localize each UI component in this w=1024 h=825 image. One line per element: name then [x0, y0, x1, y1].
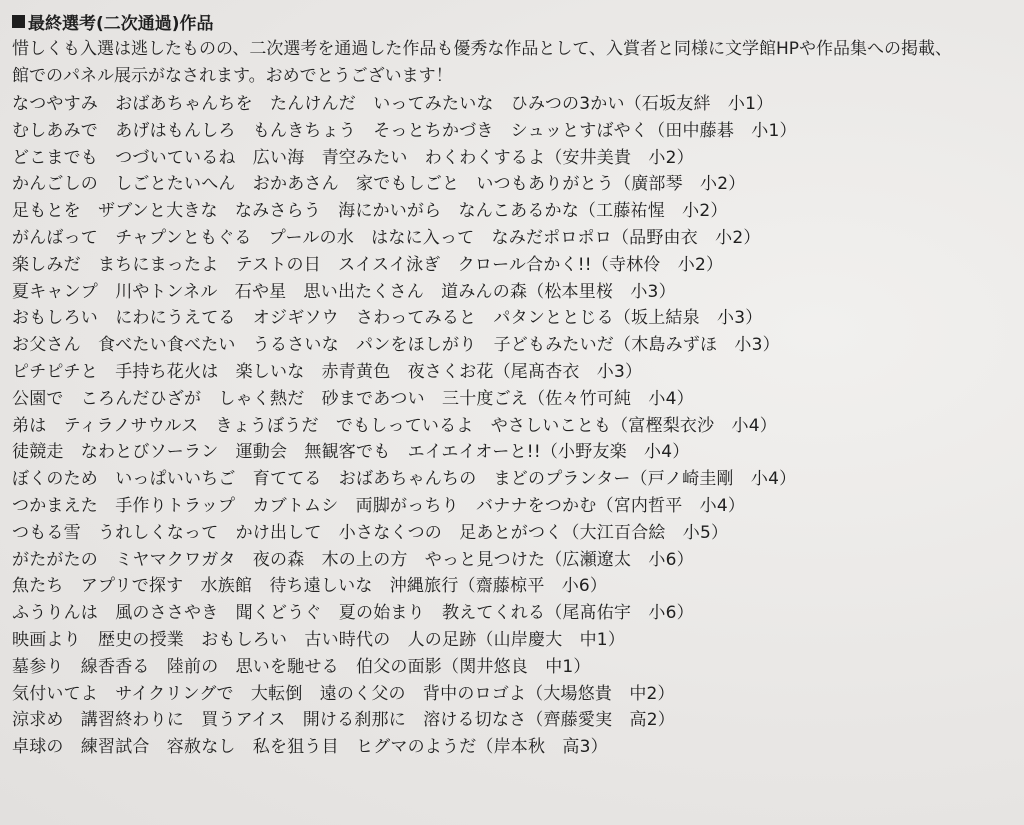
list-item: 弟は ティラノサウルス きょうぼうだ でもしっているよ やさしいことも（富樫梨衣沙 小4）	[12, 415, 777, 436]
list-item: ぼくのため いっぱいいちご 育ててる おばあちゃんちの まどのプランター（戸ノ崎圭剛 小4）	[12, 469, 797, 490]
list-item: 公園で ころんだひざが しゃく熱だ 砂まであつい 三十度ごえ（佐々竹可純 小4）	[12, 388, 694, 409]
list-item: おもしろい にわにうえてる オジギソウ さわってみると パタンととじる（坂上結泉 小3）	[12, 308, 763, 329]
list-item: 映画より 歴史の授業 おもしろい 古い時代の 人の足跡（山岸慶大 中1）	[12, 629, 626, 650]
list-item: お父さん 食べたい食べたい うるさいな パンをほしがり 子どもみたいだ（木島みずほ 小3）	[12, 335, 780, 356]
intro-paragraph	[12, 36, 1024, 90]
section-heading	[12, 6, 1024, 36]
list-item: 気付いてよ サイクリングで 大転倒 遠のく父の 背中のロゴよ（大場悠貴 中2）	[12, 683, 675, 704]
list-item: ふうりんは 風のささやき 聞くどうぐ 夏の始まり 教えてくれる（尾髙佑宇 小6）	[12, 603, 694, 624]
list-item: どこまでも つづいているね 広い海 青空みたい わくわくするよ（安井美貴 小2）	[12, 147, 694, 168]
list-item: ピチピチと 手持ち花火は 楽しいな 赤青黄色 夜さくお花（尾髙杏衣 小3）	[12, 361, 643, 382]
list-item: かんごしの しごとたいへん おかあさん 家でもしごと いつもありがとう（廣部琴 小2）	[12, 174, 746, 195]
list-item: 魚たち アプリで探す 水族館 待ち遠しいな 沖縄旅行（齋藤椋平 小6）	[12, 576, 608, 597]
list-item: 卓球の 練習試合 容赦なし 私を狙う目 ヒグマのようだ（岸本秋 高3）	[12, 737, 608, 758]
list-item: 涼求め 講習終わりに 買うアイス 開ける刹那に 溶ける切なさ（齊藤愛実 高2）	[12, 710, 675, 731]
list-item: つもる雪 うれしくなって かけ出して 小さなくつの 足あとがつく（大江百合絵 小5）	[12, 522, 729, 543]
list-item: がんばって チャプンともぐる プールの水 はなに入って なみだポロポロ（品野由衣 小2）	[12, 227, 761, 248]
list-item: 楽しみだ まちにまったよ テストの日 スイスイ泳ぎ クロール合かく!!（寺林伶 小2）	[12, 254, 724, 275]
list-item: 徒競走 なわとびソーラン 運動会 無観客でも エイエイオーと!!（小野友楽 小4）	[12, 442, 690, 463]
list-item: 墓参り 線香香る 陸前の 思いを馳せる 伯父の面影（関井悠良 中1）	[12, 656, 591, 677]
list-item: つかまえた 手作りトラップ カブトムシ 両脚がっちり バナナをつかむ（宮内哲平 小4）	[12, 495, 746, 516]
list-item: なつやすみ おばあちゃんちを たんけんだ いってみたいな ひみつの3かい（石坂友絆 小1）	[12, 94, 774, 114]
entry-list	[12, 91, 1024, 788]
intro-line: 惜しくも入選は逃したものの、二次選考を通過した作品も優秀な作品として、入賞者と同様に文学館HPや作品集への掲載、	[12, 39, 953, 59]
black-square-icon	[12, 15, 25, 28]
list-item	[12, 761, 1024, 788]
list-item: 夏キャンプ 川やトンネル 石や星 思い出たくさん 道みんの森（松本里桜 小3）	[12, 281, 676, 302]
intro-line: 館でのパネル展示がなされます。おめでとうございます！	[12, 66, 453, 86]
section-heading-text: 最終選考(二次通過)作品	[28, 13, 214, 34]
list-item: がたがたの ミヤマクワガタ 夜の森 木の上の方 やっと見つけた（広瀬遼太 小6）	[12, 549, 694, 570]
list-item: むしあみで あげはもんしろ もんきちょう そっとちかづき シュッとすばやく（田中藤碁 小1）	[12, 120, 797, 141]
list-item: 足もとを ザブンと大きな なみさらう 海にかいがら なんこあるかな（工藤祐惺 小2）	[12, 201, 728, 222]
